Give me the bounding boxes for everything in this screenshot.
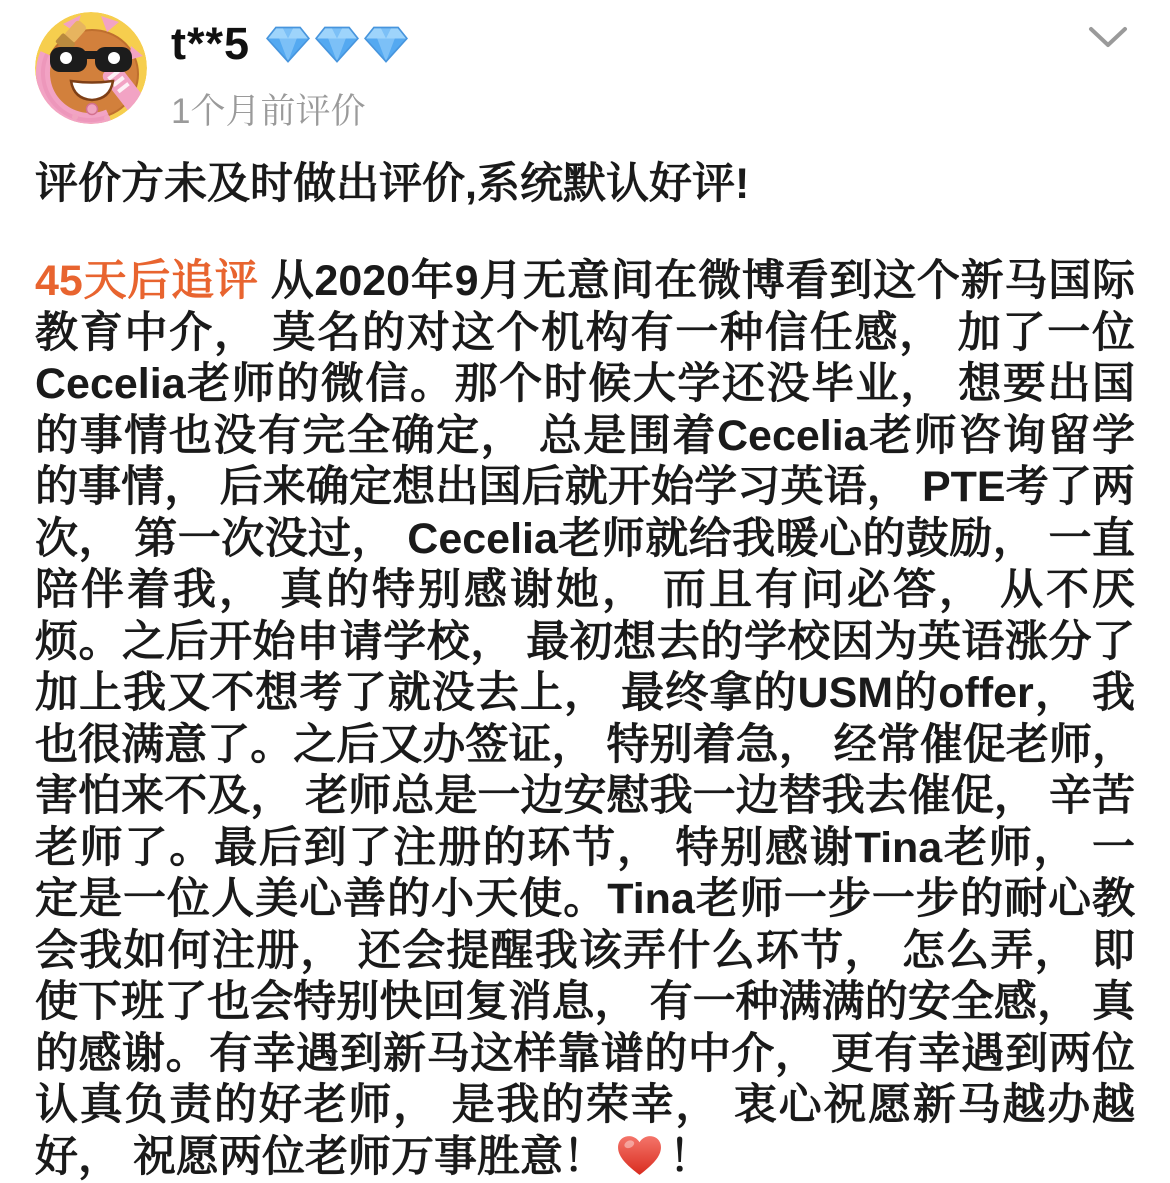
chevron-down-icon: [1088, 26, 1128, 50]
username-row: [171, 18, 408, 70]
user-avatar-cartoon-cookie-sunglasses: [35, 12, 147, 124]
append-review-after-heart: ！: [668, 1132, 712, 1181]
append-review-label: 45天后追评: [35, 257, 259, 305]
avatar[interactable]: [35, 12, 147, 124]
username: t**5: [171, 18, 251, 69]
blue-diamond-icon: [266, 24, 310, 64]
red-heart-icon: [616, 1134, 663, 1177]
append-review-body: 从2020年9月无意间在微博看到这个新马国际教育中介， 莫名的对这个机构有一种信任感， 加了一位Cecelia老师的微信。那个时候大学还没毕业， 想要出国的事情也没有完全确定， 总是围着Cecelia老师咨询留学的事情， 后来确定想出国后就开始学习英语， PTE考了两次， 第一次没过， Cecelia老师就给我暖心的鼓励， 一直陪伴着我， 真的特别感谢她， 而且有问必答， 从不厌烦。之后开始申请学校， 最初想去的学校因为英语涨分了加上我又不想考了就没去上， 最终拿的USM的offer， 我也很满意了。之后又办签证， 特别着急， 经常催促老师， 害怕来不及， 老师总是一边安慰我一边替我去催促， 辛苦老师了。最后到了注册的环节， 特别感谢Tina老师， 一定是一位人美心善的小天使。Tina老师一步一步的耐心教会我如何注册， 还会提醒我该弄什么环节， 怎么弄， 即使下班了也会特别快回复消息， 有一种满满的安全感， 真的感谢。有幸遇到新马这样靠谱的中介， 更有幸遇到两位认真负责的好老师， 是我的荣幸， 衷心祝愿新马越办越好， 祝愿两位老师万事胜意！: [35, 257, 1135, 1181]
blue-diamond-icon: [315, 24, 359, 64]
review-header: [35, 12, 1135, 134]
collapse-review-button[interactable]: [1084, 22, 1132, 57]
default-review-text: 评价方未及时做出评价,系统默认好评!: [35, 160, 750, 208]
user-info: [171, 12, 408, 134]
append-review-text: [35, 256, 1135, 1183]
vip-level-badges: [266, 24, 408, 64]
blue-diamond-icon: [364, 24, 408, 64]
review-time: 1个月前评价: [171, 92, 366, 131]
